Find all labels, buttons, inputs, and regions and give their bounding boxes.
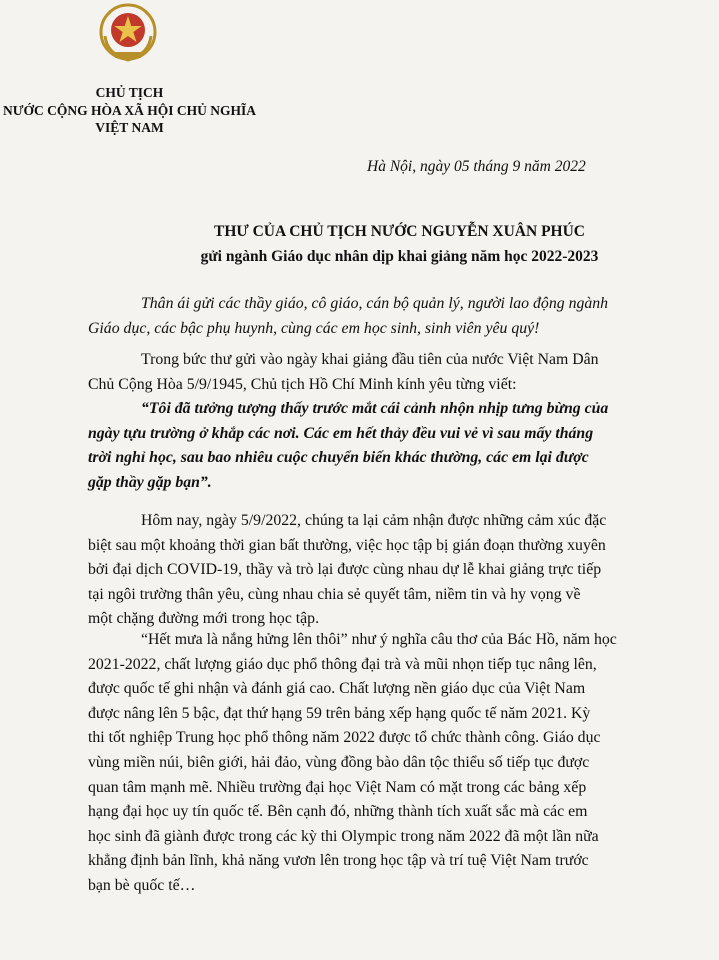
- achievements-line: vùng miền núi, biên giới, hải đảo, vùng đồng bào dân tộc thiểu số tiếp tục được: [88, 753, 590, 771]
- national-emblem-icon: [97, 2, 159, 66]
- achievements-line: học sinh đã giành được trong các kỳ thi Olympic trong năm 2022 đã một lần nữa: [88, 827, 599, 845]
- achievements-line: quan tâm mạnh mẽ. Nhiều trường đại học Việt Nam có mặt trong các bảng xếp: [88, 778, 587, 796]
- greeting-line: Thân ái gửi các thầy giáo, cô giáo, cán bộ quản lý, người lao động ngành: [141, 295, 609, 312]
- letter-title-line2: gửi ngành Giáo dục nhân dịp khai giảng năm học 2022-2023: [200, 248, 599, 265]
- issuer-block: [0, 84, 259, 137]
- today-line: một chặng đường mới trong học tập.: [88, 610, 320, 628]
- achievements-line: hạng đại học uy tín quốc tế. Bên cạnh đó, những thành tích xuất sắc mà các em: [88, 803, 588, 821]
- issuer-country-line2: VIỆT NAM: [95, 120, 164, 135]
- achievements-line: được quốc tế ghi nhận và đánh giá cao. Chất lượng nền giáo dục của Việt Nam: [88, 680, 586, 698]
- today-line: bởi đại dịch COVID-19, thầy và trò lại được cùng nhau dự lễ khai giảng trực tiếp: [88, 561, 602, 579]
- achievements-line: bạn bè quốc tế…: [88, 876, 196, 894]
- quote-line: “Tôi đã tưởng tượng thấy trước mắt cái cảnh nhộn nhịp tưng bừng của: [141, 400, 609, 418]
- intro-paragraph: [88, 348, 663, 496]
- quote-line: trời nghỉ học, sau bao nhiêu cuộc chuyển biến khác thường, các em lại được: [88, 449, 589, 467]
- achievements-line: thi tốt nghiệp Trung học phổ thông năm 2022 được tổ chức thành công. Giáo dục: [88, 729, 601, 747]
- quote-line: ngày tựu trường ở khắp các nơi. Các em hết thảy đều vui vẻ vì sau mấy tháng: [88, 424, 594, 442]
- greeting-paragraph: [88, 292, 663, 341]
- document-date: Hà Nội, ngày 05 tháng 9 năm 2022: [367, 158, 586, 175]
- issuer-country-line1: NƯỚC CỘNG HÒA XÃ HỘI CHỦ NGHĨA: [2, 102, 256, 118]
- achievements-line: được nâng lên 5 bậc, đạt thứ hạng 59 trên bảng xếp hạng quốc tế năm 2021. Kỳ: [88, 704, 591, 722]
- letter-title: [140, 219, 659, 269]
- achievements-paragraph: [88, 628, 663, 899]
- today-line: tại ngôi trường thân yêu, cùng nhau chia sẻ quyết tâm, niềm tin và hy vọng về: [88, 585, 581, 603]
- letter-title-line1: THƯ CỦA CHỦ TỊCH NƯỚC NGUYỄN XUÂN PHÚC: [213, 223, 585, 240]
- issuer-title: CHỦ TỊCH: [95, 85, 164, 100]
- achievements-line: khẳng định bản lĩnh, khả năng vươn lên trong học tập và trí tuệ Việt Nam trước: [88, 852, 589, 870]
- today-line: Hôm nay, ngày 5/9/2022, chúng ta lại cảm nhận được những cảm xúc đặc: [141, 512, 607, 529]
- intro-line: Chủ Cộng Hòa 5/9/1945, Chủ tịch Hồ Chí Minh kính yêu từng viết:: [88, 375, 517, 393]
- today-line: biệt sau một khoảng thời gian bất thường, việc học tập bị gián đoạn thường xuyên: [88, 536, 606, 554]
- quote-line: gặp thầy gặp bạn”.: [88, 473, 212, 491]
- intro-line: Trong bức thư gửi vào ngày khai giảng đầu tiên của nước Việt Nam Dân: [141, 351, 599, 368]
- achievements-line: 2021-2022, chất lượng giáo dục phổ thông đại trà và mũi nhọn tiếp tục nâng lên,: [88, 655, 597, 673]
- achievements-line: “Hết mưa là nắng hửng lên thôi” như ý nghĩa câu thơ của Bác Hồ, năm học: [141, 631, 617, 648]
- today-paragraph: [88, 509, 663, 632]
- greeting-line: Giáo dục, các bậc phụ huynh, cùng các em học sinh, sinh viên yêu quý!: [88, 319, 540, 337]
